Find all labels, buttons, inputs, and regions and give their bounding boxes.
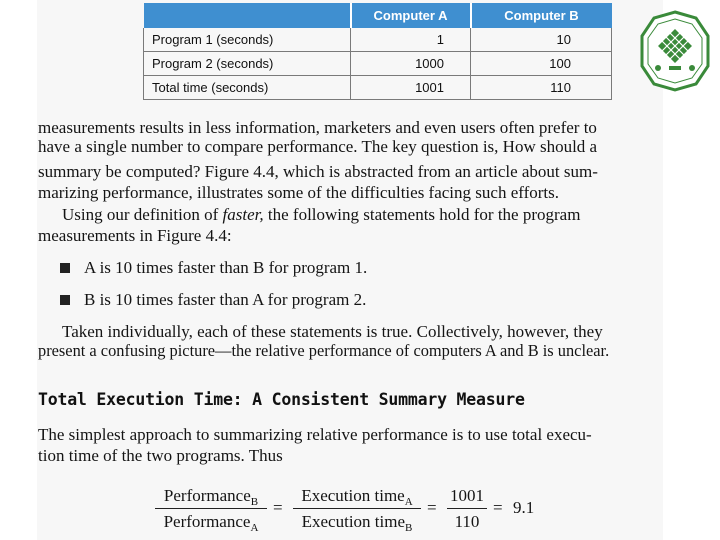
fraction-execution-time [293,485,421,533]
cell-computer-a: 1000 [351,52,471,76]
bullet-square-icon [60,295,70,305]
table-row [144,52,612,76]
text-run: Using our definition of [62,205,219,224]
paragraph-line: tion time of the two programs. Thus [38,446,283,465]
table-row [144,76,612,100]
fraction-denominator: 110 [454,512,480,531]
fraction-performance [155,485,267,533]
table-row [144,28,612,52]
table-header-computer-a: Computer A [351,3,471,28]
table-header-computer-b: Computer B [471,3,612,28]
fraction-values [447,485,487,533]
paragraph-line: have a single number to compare performance. The key question is, How should a [38,137,598,156]
fraction-numerator: 1001 [450,486,484,505]
equals-sign: = [273,498,283,517]
university-seal-icon [636,8,714,94]
equals-sign: = [493,498,503,517]
fraction-numerator: Execution time$_A$ [301,486,413,508]
row-label: Total time (seconds) [144,76,351,100]
performance-equation [155,485,555,539]
fraction-numerator: Performance$_B$ [163,486,259,508]
fraction-denominator: Execution time$_B$ [301,512,413,534]
cell-computer-b: 100 [471,52,612,76]
text-run: the following statements hold for the program [267,205,581,224]
table-header-row [144,3,612,28]
paragraph-line: present a confusing picture—the relative performance of computers A and B is unclear. [38,341,610,360]
paragraph-line: Taken individually, each of these statements is true. Collectively, however, they [62,322,603,341]
equals-sign: = [427,498,437,517]
bullet-text: A is 10 times faster than B for program 1. [84,258,368,277]
cell-computer-a: 1 [351,28,471,52]
paragraph-line [62,205,580,224]
equation-result: 9.1 [513,498,535,517]
cell-computer-a: 1001 [351,76,471,100]
performance-table [143,3,612,100]
bullet-text: B is 10 times faster than A for program 2. [84,290,367,309]
row-label: Program 2 (seconds) [144,52,351,76]
cell-computer-b: 110 [471,76,612,100]
row-label: Program 1 (seconds) [144,28,351,52]
paragraph-line: measurements in Figure 4.4: [38,226,232,245]
table-header-empty [144,3,351,28]
emphasis-faster: faster, [222,205,264,224]
fraction-denominator: Performance$_A$ [163,512,259,534]
section-heading: Total Execution Time: A Consistent Summary Measure [38,390,525,409]
paragraph-line: summary be computed? Figure 4.4, which is abstracted from an article about sum- [38,162,598,181]
paragraph-line: measurements results in less information, marketers and even users often prefer to [38,118,597,137]
paragraph-line: marizing performance, illustrates some of the difficulties facing such efforts. [38,183,560,202]
bullet-square-icon [60,263,70,273]
paragraph-line: The simplest approach to summarizing relative performance is to use total execu- [38,425,592,444]
cell-computer-b: 10 [471,28,612,52]
